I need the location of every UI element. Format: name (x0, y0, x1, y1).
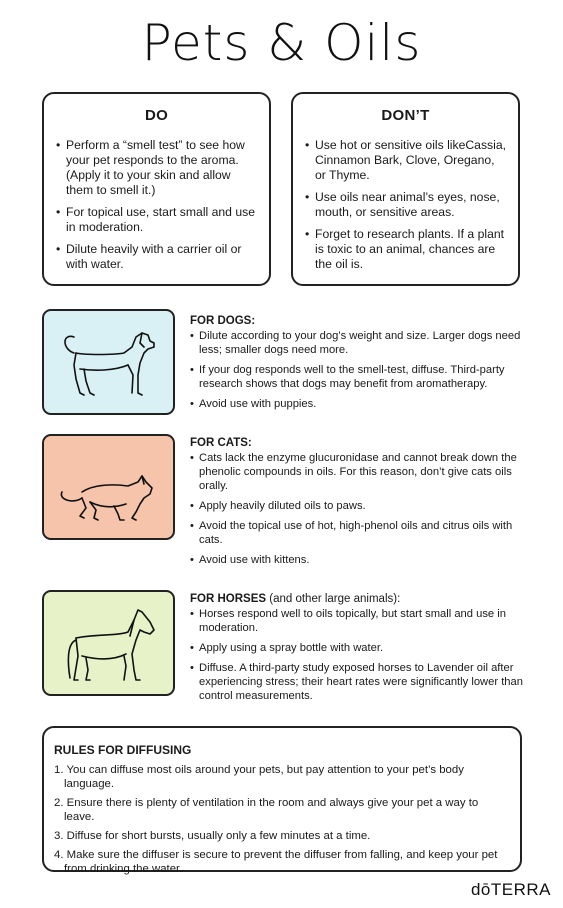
cats-panel (42, 434, 175, 540)
dog-icon (54, 319, 164, 405)
do-list (56, 138, 259, 272)
rules-box (42, 726, 522, 875)
do-box (42, 92, 271, 286)
list-item: • For topical use, start small and use in moderation. (56, 205, 259, 235)
horse-icon (54, 600, 164, 686)
cats-heading: FOR CATS: (190, 437, 252, 449)
list-item: • Apply using a spray bottle with water. (190, 641, 530, 655)
list-item: • Cats lack the enzyme glucuronidase and cannot break down the phenolic compounds in oils. For this reason, don’t give cats oils orally. (190, 451, 530, 493)
list-item: • Avoid the topical use of hot, high-phenol oils and citrus oils with cats. (190, 519, 530, 547)
horses-heading-label: FOR HORSES (190, 593, 267, 605)
dont-heading: DON’T (381, 107, 430, 124)
cats-section (190, 437, 530, 573)
list-item: • Use oils near animal’s eyes, nose, mouth, or sensitive areas. (305, 190, 508, 220)
list-item: • Perform a “smell test” to see how your pet responds to the aroma. (Apply it to your skin and allow them to smell it.) (56, 138, 259, 198)
list-item: • Dilute according to your dog’s weight and size. Larger dogs need less; smaller dogs need more. (190, 329, 530, 357)
dont-list (305, 138, 508, 272)
list-item: • Avoid use with kittens. (190, 553, 530, 567)
dogs-list (190, 329, 530, 411)
list-item: • Diffuse. A third-party study exposed horses to Lavender oil after experiencing stress; their heart rates were significantly lower than control measurements. (190, 661, 530, 703)
dogs-panel (42, 309, 175, 415)
dogs-heading: FOR DOGS: (190, 315, 256, 327)
list-item: 1. You can diffuse most oils around your pets, but pay attention to your pet’s body language. (54, 764, 464, 790)
list-item: • Avoid use with puppies. (190, 397, 530, 411)
dont-box (291, 92, 520, 286)
list-item: • If your dog responds well to the smell-test, diffuse. Third-party research shows that dogs may benefit from aromatherapy. (190, 363, 530, 391)
horses-list (190, 607, 530, 703)
list-item: 3. Diffuse for short bursts, usually only a few minutes at a time. (54, 830, 371, 842)
horses-panel (42, 590, 175, 696)
list-item: 4. Make sure the diffuser is secure to prevent the diffuser from falling, and keep your pet from drinking the water. (54, 849, 498, 875)
do-heading: DO (144, 107, 169, 124)
rules-list (54, 763, 508, 876)
list-item: • Dilute heavily with a carrier oil or with water. (56, 242, 259, 272)
horses-heading-sub: (and other large animals): (266, 593, 401, 605)
horses-section (190, 593, 530, 709)
rules-heading: RULES FOR DIFFUSING (54, 743, 192, 757)
list-item: • Apply heavily diluted oils to paws. (190, 499, 530, 513)
horses-heading (190, 593, 530, 605)
cat-icon (54, 444, 164, 530)
brand-logo: dōTERRA (470, 880, 551, 899)
list-item: • Forget to research plants. If a plant is toxic to an animal, chances are the oil is. (305, 227, 508, 272)
page-title: Pets & Oils (141, 14, 422, 72)
dogs-section (190, 315, 530, 417)
cats-list (190, 451, 530, 567)
list-item: 2. Ensure there is plenty of ventilation in the room and always give your pet a way to leave. (54, 797, 479, 823)
list-item: • Horses respond well to oils topically, but start small and use in moderation. (190, 607, 530, 635)
list-item: • Use hot or sensitive oils likeCassia, Cinnamon Bark, Clove, Oregano, or Thyme. (305, 138, 508, 183)
